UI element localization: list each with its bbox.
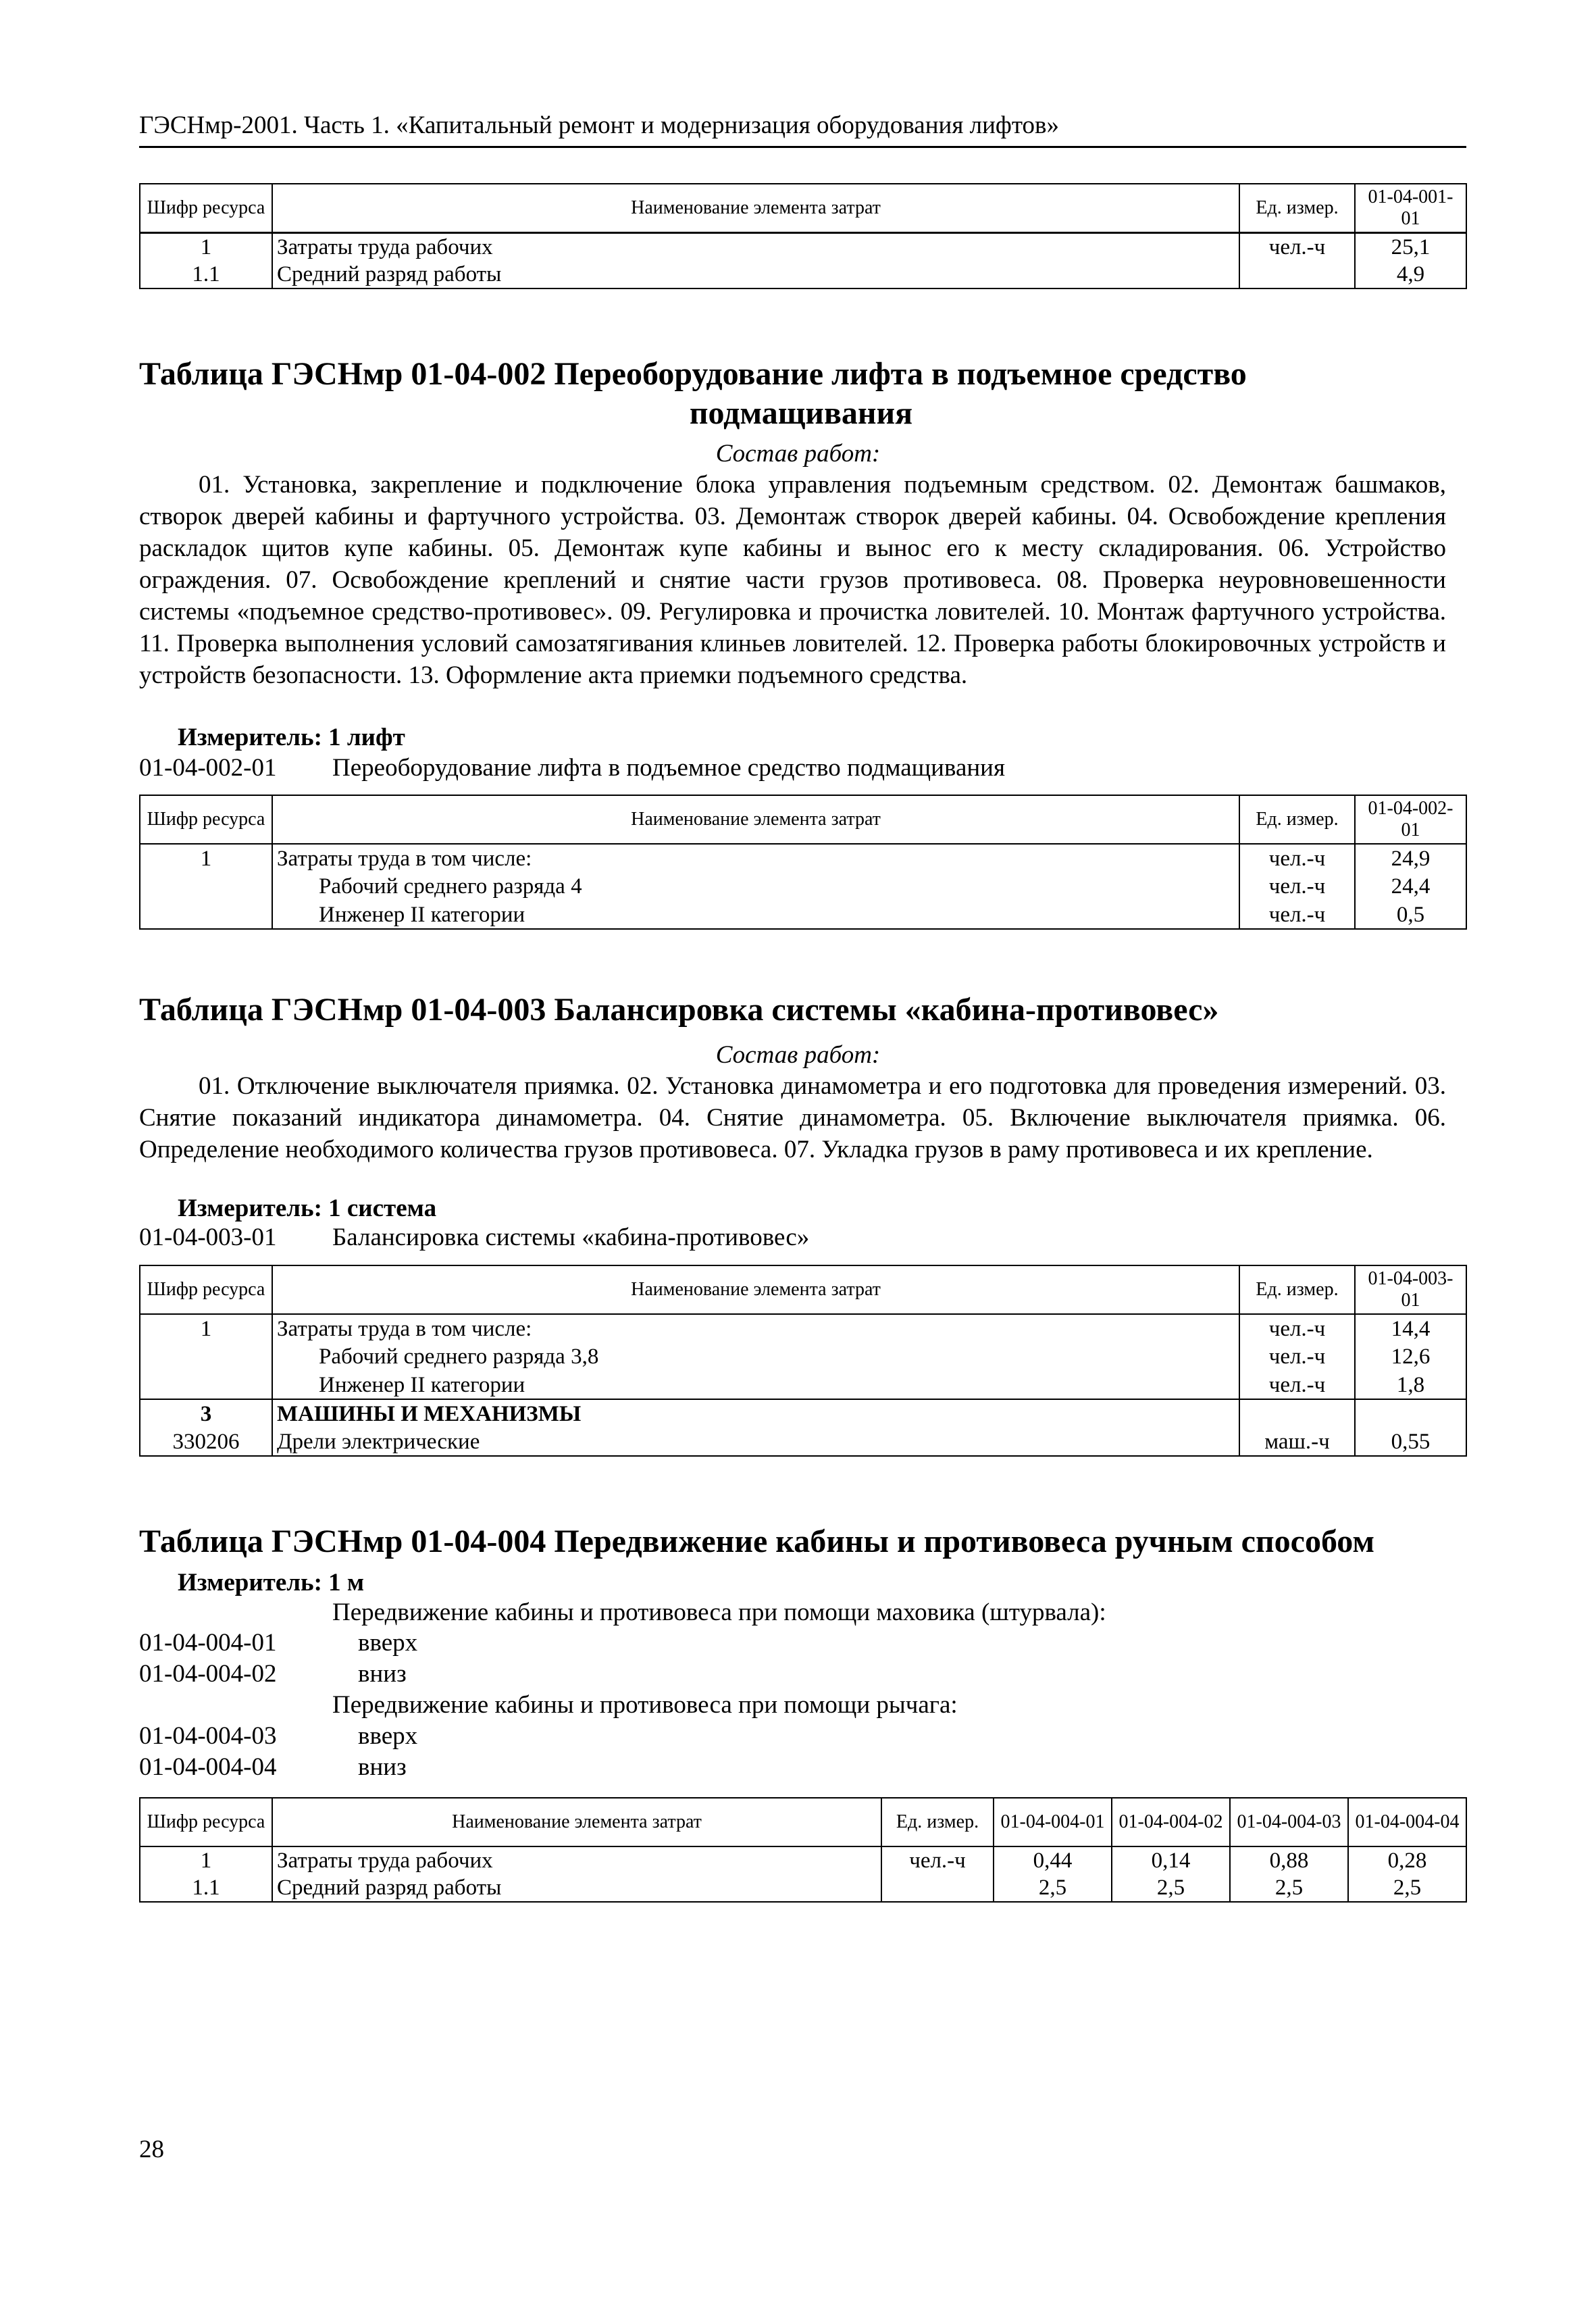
meter-label: Измеритель: 1 лифт (178, 724, 405, 751)
row-unit: чел.-ч (1239, 1314, 1355, 1342)
header-name: Наименование элемента затрат (272, 1798, 881, 1846)
table-header-row (140, 184, 1466, 232)
row-code: 330206 (140, 1428, 272, 1456)
group-heading: Передвижение кабины и противовеса при помощи рычага: (332, 1691, 958, 1719)
row-code (140, 901, 272, 929)
header-unit: Ед. измер. (1239, 184, 1355, 232)
header-code: Шифр ресурса (140, 795, 272, 844)
row-value: 0,55 (1355, 1428, 1466, 1456)
running-header: ГЭСНмр-2001. Часть 1. «Капитальный ремонт и модернизация оборудования лифтов» (139, 111, 1466, 148)
norm-description: вниз (358, 1660, 407, 1688)
table-row (140, 872, 1466, 901)
row-name: Затраты труда в том числе: (272, 844, 1239, 872)
resource-table-002 (139, 795, 1467, 930)
norm-line (139, 1721, 417, 1751)
row-code: 1.1 (140, 261, 272, 288)
row-value: 0,28 (1348, 1846, 1466, 1874)
table-header-row (140, 1265, 1466, 1314)
section-row (140, 1399, 1466, 1428)
row-code (140, 872, 272, 901)
row-unit: маш.-ч (1239, 1428, 1355, 1456)
section-unit (1239, 1399, 1355, 1428)
norm-code: 01-04-004-02 (139, 1660, 277, 1688)
table-row (140, 1342, 1466, 1371)
header-norm-code: 01-04-002-01 (1355, 795, 1466, 844)
row-value: 0,88 (1230, 1846, 1348, 1874)
norm-code: 01-04-004-01 (139, 1629, 277, 1657)
header-name: Наименование элемента затрат (272, 795, 1239, 844)
norm-code: 01-04-004-04 (139, 1753, 277, 1781)
header-norm-code: 01-04-003-01 (1355, 1265, 1466, 1314)
table-title-line1: Таблица ГЭСНмр 01-04-002 Переоборудование лифта в подъемное средство (139, 356, 1247, 392)
resource-table-004 (139, 1797, 1467, 1903)
norm-line (139, 1223, 809, 1253)
table-row (140, 1874, 1466, 1902)
norm-description: вниз (358, 1753, 407, 1781)
row-code: 1 (140, 844, 272, 872)
row-unit (881, 1874, 994, 1902)
row-value: 12,6 (1355, 1342, 1466, 1371)
row-name: Затраты труда рабочих (272, 1846, 881, 1874)
row-name: Дрели электрические (272, 1428, 1239, 1456)
table-title: Таблица ГЭСНмр 01-04-004 Передвижение кабины и противовеса ручным способом (139, 1524, 1375, 1559)
row-code: 1.1 (140, 1874, 272, 1902)
row-name: Рабочий среднего разряда 4 (272, 872, 1239, 901)
row-unit: чел.-ч (1239, 232, 1355, 261)
header-norm-code: 01-04-004-03 (1230, 1798, 1348, 1846)
row-value: 4,9 (1355, 261, 1466, 288)
section-title: МАШИНЫ И МЕХАНИЗМЫ (272, 1399, 1239, 1428)
meter-label: Измеритель: 1 система (178, 1194, 437, 1222)
header-norm-code: 01-04-004-01 (994, 1798, 1112, 1846)
row-value: 2,5 (994, 1874, 1112, 1902)
table-title (139, 355, 1463, 433)
header-norm-code: 01-04-001-01 (1355, 184, 1466, 232)
norm-line (139, 1753, 407, 1782)
row-value: 0,14 (1112, 1846, 1230, 1874)
row-code: 1 (140, 1846, 272, 1874)
norm-line (139, 753, 1005, 783)
row-name: Рабочий среднего разряда 3,8 (272, 1342, 1239, 1371)
row-code (140, 1342, 272, 1371)
header-code: Шифр ресурса (140, 184, 272, 232)
row-value: 14,4 (1355, 1314, 1466, 1342)
row-value: 24,9 (1355, 844, 1466, 872)
composition-label: Состав работ: (715, 440, 881, 468)
table-row (140, 261, 1466, 288)
group-heading: Передвижение кабины и противовеса при помощи маховика (штурвала): (332, 1599, 1106, 1626)
row-value: 24,4 (1355, 872, 1466, 901)
table-row (140, 844, 1466, 872)
header-name: Наименование элемента затрат (272, 184, 1239, 232)
row-value: 2,5 (1348, 1874, 1466, 1902)
norm-code: 01-04-003-01 (139, 1224, 277, 1251)
row-value: 2,5 (1230, 1874, 1348, 1902)
resource-table-003 (139, 1265, 1467, 1457)
row-code: 1 (140, 232, 272, 261)
table-row (140, 1314, 1466, 1342)
row-value: 0,5 (1355, 901, 1466, 929)
header-code: Шифр ресурса (140, 1265, 272, 1314)
row-name: Инженер II категории (272, 901, 1239, 929)
table-row (140, 1371, 1466, 1399)
table-row (140, 232, 1466, 261)
row-name: Затраты труда рабочих (272, 232, 1239, 261)
table-header-row (140, 795, 1466, 844)
row-unit: чел.-ч (1239, 844, 1355, 872)
header-unit: Ед. измер. (1239, 1265, 1355, 1314)
meter-label: Измеритель: 1 м (178, 1569, 365, 1596)
norm-code: 01-04-002-01 (139, 754, 277, 782)
row-unit: чел.-ч (881, 1846, 994, 1874)
row-unit: чел.-ч (1239, 872, 1355, 901)
table-row (140, 901, 1466, 929)
norm-description: вверх (358, 1629, 418, 1657)
row-value: 25,1 (1355, 232, 1466, 261)
norm-line (139, 1659, 407, 1689)
row-value: 2,5 (1112, 1874, 1230, 1902)
row-name: Затраты труда в том числе: (272, 1314, 1239, 1342)
composition-label: Состав работ: (715, 1041, 881, 1069)
row-unit: чел.-ч (1239, 901, 1355, 929)
row-value: 0,44 (994, 1846, 1112, 1874)
norm-code: 01-04-004-03 (139, 1722, 277, 1750)
norm-description: Балансировка системы «кабина-противовес» (332, 1224, 810, 1251)
table-row (140, 1846, 1466, 1874)
table-title-line2: подмащивания (689, 395, 913, 431)
header-unit: Ед. измер. (881, 1798, 994, 1846)
header-norm-code: 01-04-004-04 (1348, 1798, 1466, 1846)
row-name: Инженер II категории (272, 1371, 1239, 1399)
norm-description: вверх (358, 1722, 418, 1750)
section-value (1355, 1399, 1466, 1428)
section-code: 3 (140, 1399, 272, 1428)
norm-description: Переоборудование лифта в подъемное средство подмащивания (332, 754, 1005, 782)
row-value: 1,8 (1355, 1371, 1466, 1399)
table-title: Таблица ГЭСНмр 01-04-003 Балансировка системы «кабина-противовес» (139, 992, 1219, 1028)
table-row (140, 1428, 1466, 1456)
page-number: 28 (139, 2136, 164, 2163)
header-unit: Ед. измер. (1239, 795, 1355, 844)
table-header-row (140, 1798, 1466, 1846)
resource-table-001 (139, 183, 1467, 289)
composition-text: 01. Установка, закрепление и подключение блока управления подъемным средством. 02. Демонтаж башмаков, створок дверей кабины и фартучного устройства. 03. Демонтаж створок дверей кабины. 04. Освобождение крепления раскладок щитов купе кабины. 05. Демонтаж купе кабины и вынос его к месту складирования. 06. Устройство ограждения. 07. Освобождение креплений и снятие части грузов противовеса. 08. Проверка неуровновешенности системы «подъемное средство-противовес». 09. Регулировка и прочистка ловителей. 10. Монтаж фартучного устройства. 11. Проверка выполнения условий самозатягивания клиньев ловителей. 12. Проверка работы блокировочных устройств и устройств безопасности. 13. Оформление акта приемки подъемного средства. (139, 471, 1446, 689)
row-name: Средний разряд работы (272, 1874, 881, 1902)
norm-line (139, 1628, 417, 1658)
composition-text: 01. Отключение выключателя приямка. 02. Установка динамометра и его подготовка для проведения измерений. 03. Снятие показаний индикатора динамометра. 04. Снятие динамометра. 05. Включение выключателя приямка. 06. Определение необходимого количества грузов противовеса. 07. Укладка грузов в раму противовеса и их крепление. (139, 1072, 1446, 1163)
header-name: Наименование элемента затрат (272, 1265, 1239, 1314)
row-name: Средний разряд работы (272, 261, 1239, 288)
row-unit: чел.-ч (1239, 1342, 1355, 1371)
row-code (140, 1371, 272, 1399)
row-unit (1239, 261, 1355, 288)
header-code: Шифр ресурса (140, 1798, 272, 1846)
row-unit: чел.-ч (1239, 1371, 1355, 1399)
row-code: 1 (140, 1314, 272, 1342)
header-norm-code: 01-04-004-02 (1112, 1798, 1230, 1846)
